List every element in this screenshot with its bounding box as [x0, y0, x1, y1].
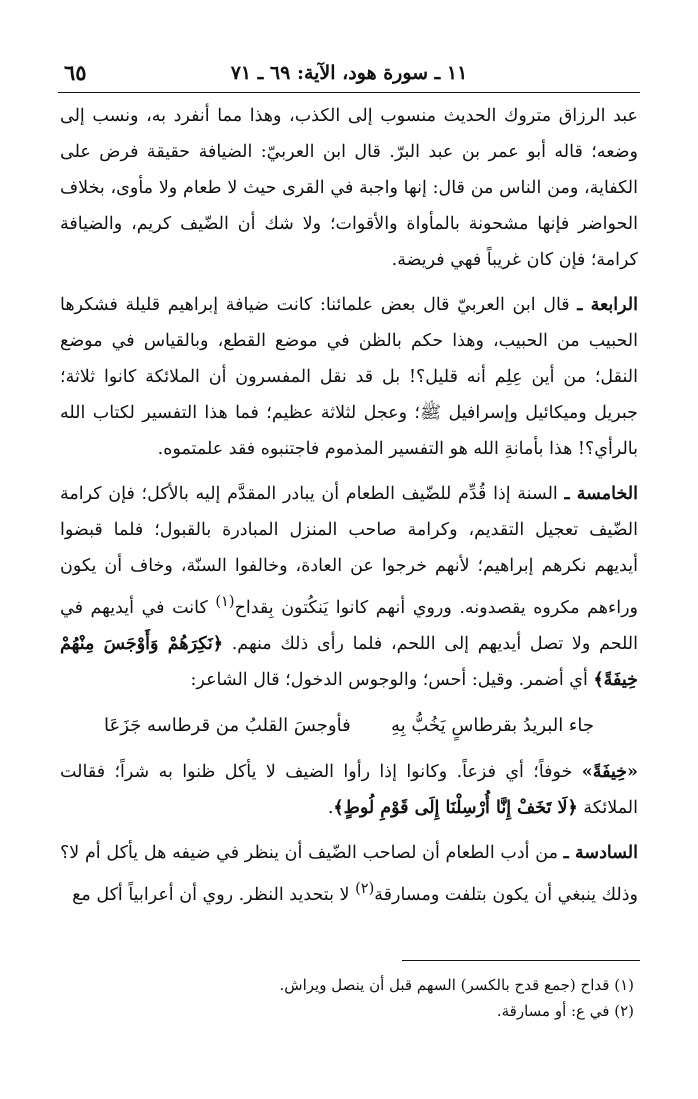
issue-heading: الخامسة ـ: [564, 484, 638, 504]
quran-word: «خِيفَةً»: [581, 761, 638, 782]
paragraph-text: قال ابن العربيّ قال بعض علمائنا: كانت ضيافة إبراهيم قليلة فشكرها الحبيب من الحبيب، وهذا حكم بالظن في موضع القطع، وبالقياس في موضع النقل؛ من أين عِلِم أنه قليل؟! بل قد نقل المفسرون أن الملائكة كانوا ثلاثة؛ جبريل وميكائيل وإسرافيل ﷺ؛ وعجل لثلاثة عظيم؛ فما هذا التفسير لكتاب الله بالرأي؟! هذا بأمانةِ الله هو التفسير المذموم فاجتنبوه فقد علمتموه.: [60, 295, 638, 459]
footnote-ref-2[interactable]: (٢): [355, 879, 375, 897]
poetry-verse: [60, 708, 638, 744]
footnote-2: (٢) في ع: أو مسارقة.: [496, 1002, 634, 1020]
paragraph-1: [60, 98, 638, 278]
paragraph-text: السنة إذا قُدِّم للضّيف الطعام أن يبادر المقدَّم إليه بالأكل؛ فإن كرامة الضّيف تعجيل التقديم، وكرامة صاحب المنزل المبادرة بالقبول؛ فلما قبضوا أيديهم نكرهم إبراهيم؛ لأنهم خرجوا عن العادة، وخالفوا السنّة، وخاف أن يكون وراءهم مكروه يقصدونه. وروي أنهم كانوا يَنكُتون بِقداح: [60, 484, 638, 618]
paragraph-text: خوفاً؛ أي فزعاً. وكانوا إذا رأوا الضيف لا يأكل ظنوا به شراً؛ فقالت الملائكة: [60, 761, 638, 818]
paragraph-text: أي أضمر. وقيل: أحس؛ والوجوس الدخول؛ قال الشاعر:: [190, 669, 594, 690]
footnotes: [62, 972, 634, 1024]
footnote-divider: [402, 960, 640, 961]
footnote-1: (١) قداح (جمع قدح بالكسر) السهم قبل أن ينصل ويراش.: [279, 976, 634, 994]
footnote-ref-1[interactable]: (١): [215, 593, 235, 610]
paragraph-khifah: [60, 754, 638, 826]
running-title: ١١ ـ سورة هود، الآية: ٦٩ ـ ٧١: [230, 62, 468, 84]
issue-heading: السادسة ـ: [563, 842, 638, 863]
paragraph-end: .: [327, 797, 334, 818]
paragraph-fourth-issue: [60, 287, 638, 467]
paragraph-text: كانت في أيديهم في اللحم ولا تصل أيديهم إلى اللحم، فلما رأى ذلك منهم.: [60, 597, 638, 654]
paragraph-text: لا بتحديد النظر. روي أن أعرابياً أكل مع: [72, 884, 356, 905]
quran-quote: ﴿نَكِرَهُمْ وَأَوْجَسَ مِنْهُمْ خِيفَةً﴾: [60, 633, 638, 690]
verse-second-hemistich: فأوجسَ القلبُ من قرطاسه جَزَعَا: [104, 714, 351, 736]
quran-quote: ﴿لَا تَخَفْ إِنَّا أُرْسِلْنَا إِلَى قَوْمِ لُوطٍ﴾: [333, 797, 578, 818]
paragraph-text: من أدب الطعام أن لصاحب الضّيف أن ينظر في ضيفه هل يأكل أم لا؟ وذلك ينبغي أن يكون بتلفت ومسارقة: [60, 842, 638, 905]
page-number: ٦٥: [64, 60, 87, 85]
body-text: [60, 98, 638, 922]
issue-heading: الرابعة ـ: [577, 295, 638, 315]
paragraph-sixth-issue: [60, 835, 638, 913]
verse-first-hemistich: جاء البريدُ بقرطاسٍ يَخُبُّ بِهِ: [390, 714, 594, 736]
paragraph-fifth-issue: [60, 476, 638, 698]
page-header: [58, 52, 640, 93]
paragraph-text: عبد الرزاق متروك الحديث منسوب إلى الكذب، وهذا مما أنفرد به، ونسب إلى وضعه؛ قاله أبو عمر بن عبد البرّ. قال ابن العربيّ: الضيافة حقيقة فرض على الكفاية، ومن الناس من قال: إنها واجبة في القرى حيث لا طعام ولا مأوى، بخلاف الحواضر فإنها مشحونة بالمأواة والأقوات؛ ولا شك أن الضّيف كريم، والضيافة كرامة؛ فإن كان غريباً فهي فريضة.: [60, 106, 638, 270]
